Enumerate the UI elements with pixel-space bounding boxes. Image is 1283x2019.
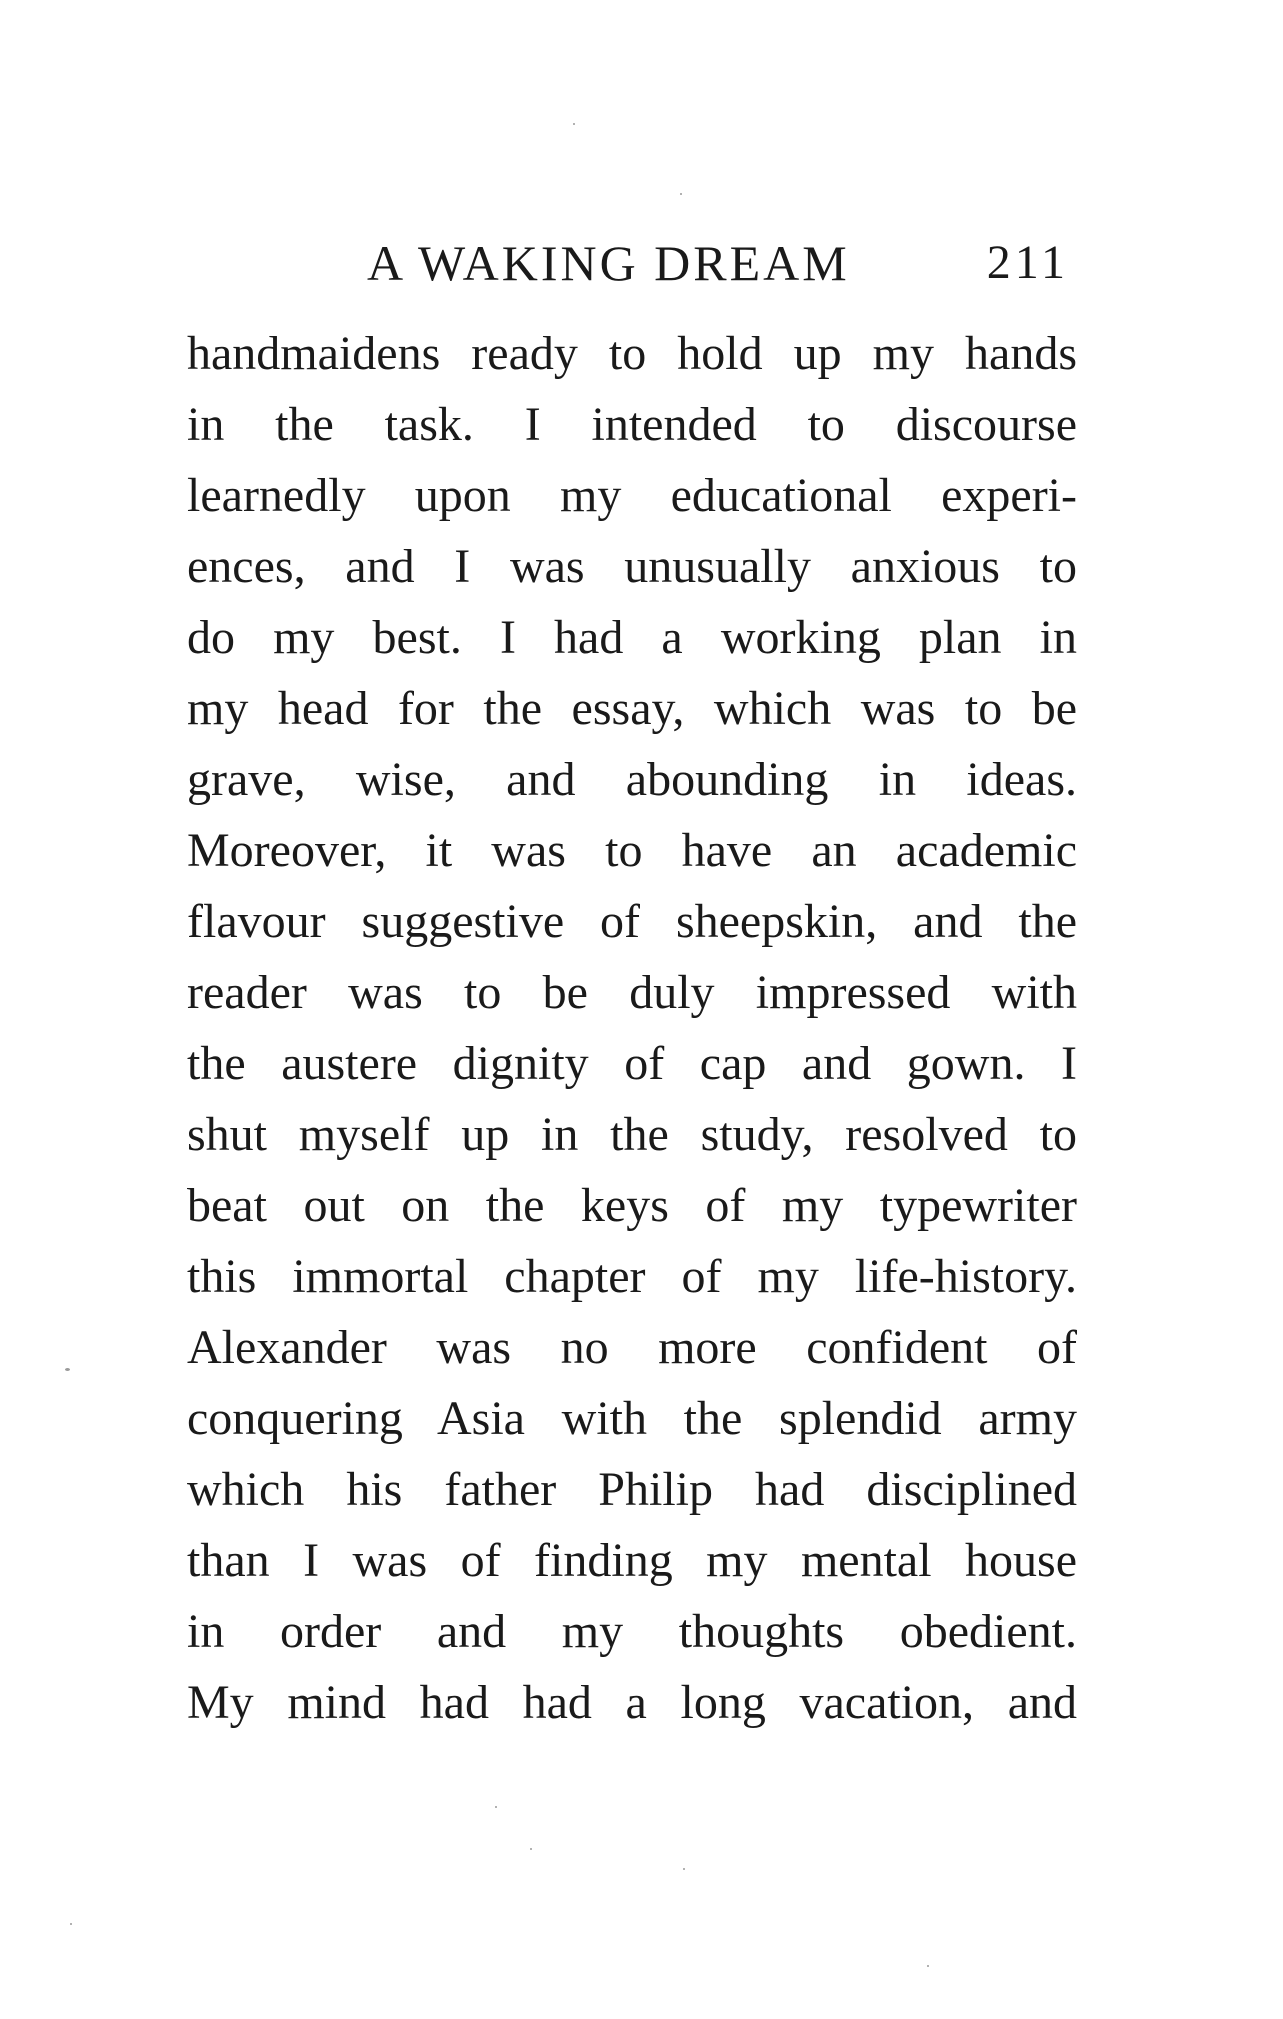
text-line: shut myself up in the study, resolved to	[187, 1108, 1077, 1161]
text-line: in the task. I intended to discourse	[187, 398, 1077, 451]
text-line: do my best. I had a working plan in	[187, 611, 1077, 664]
scan-speck	[927, 1965, 929, 1967]
text-line: beat out on the keys of my typewriter	[187, 1179, 1077, 1232]
text-line: ences, and I was unusually anxious to	[187, 540, 1077, 593]
running-head	[187, 228, 1077, 298]
text-line: reader was to be duly impressed with	[187, 966, 1077, 1019]
scan-speck	[573, 123, 575, 125]
text-line: handmaidens ready to hold up my hands	[187, 327, 1077, 380]
text-line: conquering Asia with the splendid army	[187, 1392, 1077, 1445]
text-line: in order and my thoughts obedient.	[187, 1605, 1077, 1658]
text-line: Alexander was no more confident of	[187, 1321, 1077, 1374]
text-line: which his father Philip had disciplined	[187, 1463, 1077, 1516]
text-line: than I was of finding my mental house	[187, 1534, 1077, 1587]
scan-speck	[683, 1868, 685, 1870]
text-line: learnedly upon my educational experi-	[187, 469, 1077, 522]
body-text	[187, 318, 1077, 1738]
scan-speck	[530, 1848, 532, 1850]
scan-speck	[680, 193, 682, 195]
text-line: this immortal chapter of my life-history.	[187, 1250, 1077, 1303]
text-line: grave, wise, and abounding in ideas.	[187, 753, 1077, 806]
page-number: 211	[986, 236, 1069, 289]
scan-speck	[70, 1923, 72, 1925]
scan-speck	[495, 1806, 497, 1808]
text-line: Moreover, it was to have an academic	[187, 824, 1077, 877]
text-line: My mind had had a long vacation, and	[187, 1676, 1077, 1729]
text-line: the austere dignity of cap and gown. I	[187, 1037, 1077, 1090]
running-title: A WAKING DREAM	[367, 235, 850, 291]
text-line: my head for the essay, which was to be	[187, 682, 1077, 735]
scan-speck	[65, 1368, 70, 1371]
text-line: flavour suggestive of sheepskin, and the	[187, 895, 1077, 948]
